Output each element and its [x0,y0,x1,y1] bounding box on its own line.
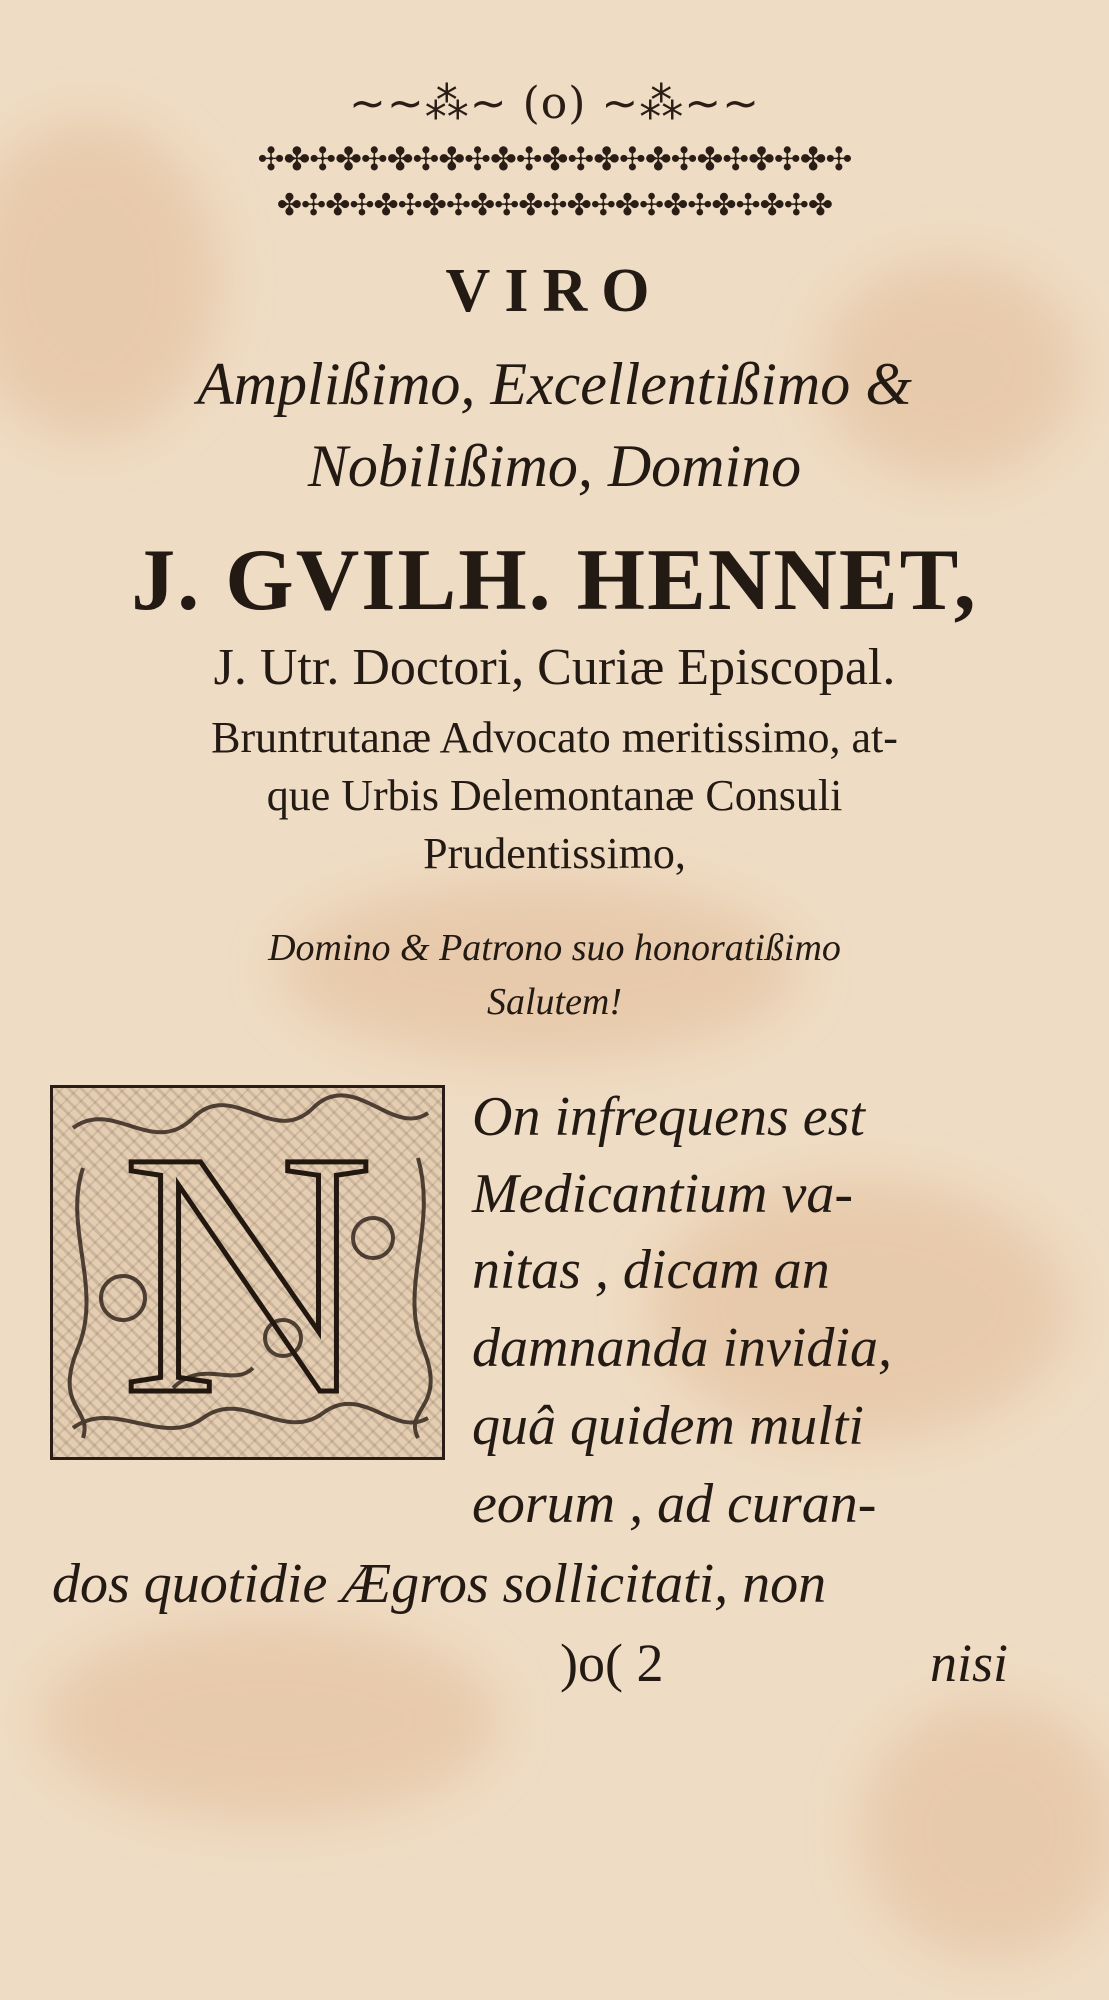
body-line: Medicantium va- [472,1163,853,1225]
decorative-border-bottom: ✤✣✤✣✤✣✤✣✤✣✤✣✤✣✤✣✤✣✤✣✤✣✤ [276,188,833,223]
heading-line-nobilissimo: Nobilißimo, Domino [307,433,802,499]
page-signature-mark: (o) [522,78,587,129]
salutation-salutem: Salutem! [486,981,623,1023]
ornament-right: ~⁂~~ [601,78,761,129]
body-line: On infrequens est [472,1086,865,1148]
body-line: nitas , dicam an [472,1239,830,1301]
catchword: nisi [930,1633,1009,1693]
body-line-full: dos quotidie Ægros sollicitati, non [52,1553,827,1615]
paper-stain [280,880,800,1060]
heading-line-consuli: que Urbis Delemontanæ Consuli [266,771,843,820]
salutation-line: Domino & Patrono suo honoratißimo [268,927,841,969]
decorated-initial [50,1078,445,1467]
heading-line-advocato: Bruntrutanæ Advocato meritissimo, at- [211,713,898,762]
dedicatee-name: J. GVILH. HENNET, [131,532,978,629]
heading-line-doctori: J. Utr. Doctori, Curiæ Episcopal. [213,639,896,696]
heading-line-amplissimo: Amplißimo, Excellentißimo & [197,351,912,417]
decorative-border-top: ✣✤✣✤✣✤✣✤✣✤✣✤✣✤✣✤✣✤✣✤✣✤✣ [257,140,852,178]
page-ornament [349,78,760,129]
heading-line-prudentissimo: Prudentissimo, [423,829,686,878]
signature-mark: )o( 2 [560,1633,664,1693]
body-line: quâ quidem multi [472,1395,864,1457]
paper-stain [860,1700,1109,1960]
initial-letter-n: N [121,1078,374,1467]
paper-stain [40,1620,500,1820]
ornament-left: ~~⁂~ [348,78,508,129]
body-line: damnanda invidia, [472,1317,892,1379]
heading-viro: VIRO [445,257,664,325]
body-line: eorum , ad curan- [472,1473,877,1535]
